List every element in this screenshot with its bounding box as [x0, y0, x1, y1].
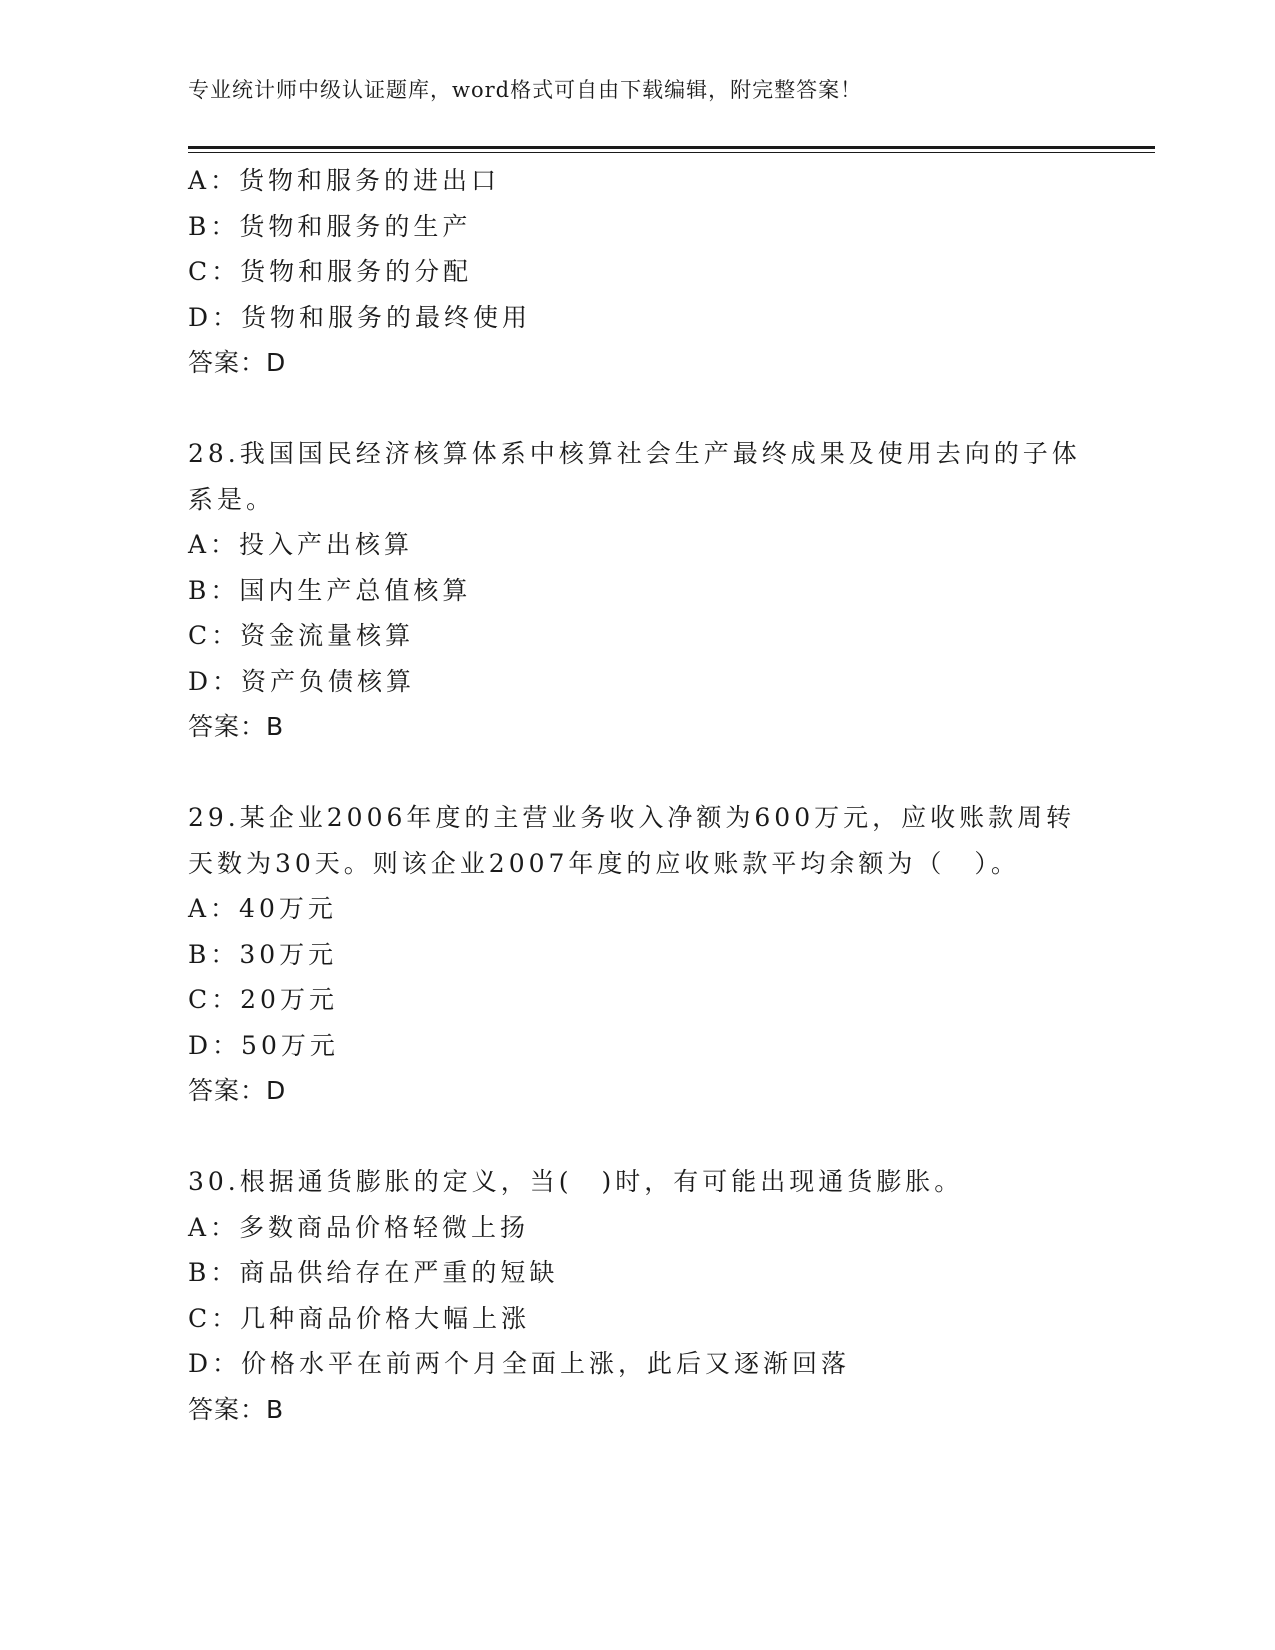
option-b: B：国内生产总值核算 [188, 575, 472, 605]
spacer [188, 1114, 1088, 1160]
answer-line: 答案：D [188, 1076, 287, 1105]
option-a: A：投入产出核算 [188, 530, 414, 559]
option-d: D：价格水平在前两个月全面上涨，此后又逐渐回落 [188, 1349, 851, 1378]
question-30 [188, 1159, 1088, 1432]
spacer [188, 386, 1088, 432]
option-d: D：货物和服务的最终使用 [188, 302, 532, 332]
question-stem-line: 29.某企业2006年度的主营业务收入净额为600万元，应收账款周转 [188, 803, 1076, 832]
option-a: A：40万元 [188, 894, 337, 923]
question-29 [188, 795, 1088, 1114]
carryover-block [188, 158, 1088, 386]
answer-line: 答案：B [188, 1394, 285, 1424]
header-rule-thick [188, 146, 1155, 149]
option-b: B：商品供给存在严重的短缺 [188, 1258, 559, 1287]
option-a: A：货物和服务的进出口 [188, 166, 501, 195]
option-b: B：30万元 [188, 939, 338, 969]
option-c: C：20万元 [188, 985, 338, 1014]
question-28 [188, 431, 1088, 750]
spacer [188, 750, 1088, 796]
option-d: D：资产负债核算 [188, 666, 416, 696]
option-d: D：50万元 [188, 1030, 339, 1060]
option-c: C：几种商品价格大幅上涨 [188, 1303, 531, 1333]
question-stem-line: 30.根据通货膨胀的定义，当( )时，有可能出现通货膨胀。 [188, 1167, 964, 1196]
option-c: C：资金流量核算 [188, 621, 415, 650]
question-stem-line: 天数为30天。则该企业2007年度的应收账款平均余额为（ ）。 [188, 848, 1020, 878]
header-rule-thin [188, 152, 1155, 153]
answer-line: 答案：B [188, 712, 285, 741]
option-b: B：货物和服务的生产 [188, 211, 472, 241]
option-c: C：货物和服务的分配 [188, 257, 473, 286]
question-stem-line: 系是。 [188, 484, 276, 514]
question-content [188, 158, 1088, 1432]
option-a: A：多数商品价格轻微上扬 [188, 1212, 530, 1242]
question-stem-line: 28.我国国民经济核算体系中核算社会生产最终成果及使用去向的子体 [188, 439, 1081, 468]
page-header: 专业统计师中级认证题库，word格式可自由下载编辑，附完整答案！ [188, 78, 863, 102]
answer-line: 答案：D [188, 348, 287, 377]
